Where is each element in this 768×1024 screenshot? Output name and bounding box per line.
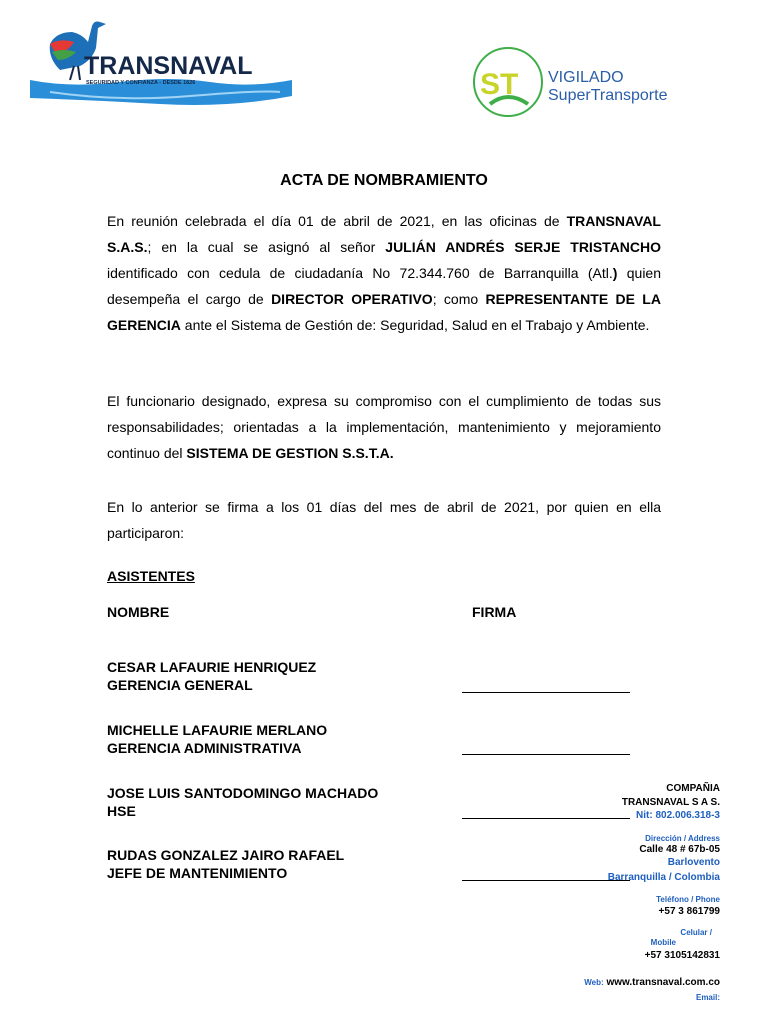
email-label: Email: bbox=[695, 993, 720, 1002]
phone-label: Teléfono / Phone bbox=[656, 895, 720, 904]
company-nit: Nit: 802.006.318-3 bbox=[636, 810, 720, 821]
signature-line bbox=[462, 692, 630, 693]
address-line: Barlovento bbox=[667, 857, 720, 868]
signature-line bbox=[462, 880, 630, 881]
signature-line bbox=[462, 754, 630, 755]
commitment-paragraph: El funcionario designado, expresa su compromiso con el cumplimiento de todas sus responsabilidades; orientadas a la implementación, mantenimiento y mejoramiento continuo del SISTEMA DE GESTION S.S.T.A. bbox=[107, 393, 661, 461]
web-link[interactable]: www.transnaval.com.co bbox=[606, 977, 720, 988]
attendee-entry bbox=[107, 721, 327, 757]
website bbox=[584, 977, 720, 988]
supertransporte-logo bbox=[470, 46, 700, 120]
document-title: ACTA DE NOMBRAMIENTO bbox=[280, 172, 488, 189]
attendee-entry bbox=[107, 846, 344, 882]
phone-value: +57 3 861799 bbox=[658, 906, 720, 917]
company-name: TRANSNAVAL S A S. bbox=[621, 797, 720, 808]
svg-text:VIGILADO: VIGILADO bbox=[548, 69, 624, 86]
mobile-value: +57 3105142831 bbox=[644, 950, 720, 961]
signature-column-header: FIRMA bbox=[472, 604, 517, 620]
mobile-label: Mobile bbox=[650, 938, 676, 947]
address-line: Calle 48 # 67b-05 bbox=[639, 844, 720, 855]
attendee-role: JEFE DE MANTENIMIENTO bbox=[107, 865, 288, 881]
attendee-name: CESAR LAFAURIE HENRIQUEZ bbox=[107, 659, 317, 675]
attendee-role: GERENCIA ADMINISTRATIVA bbox=[107, 740, 302, 756]
attendee-entry bbox=[107, 784, 378, 820]
st-seal-icon bbox=[470, 46, 700, 120]
attendee-role: GERENCIA GENERAL bbox=[107, 677, 253, 693]
attendee-name: RUDAS GONZALEZ JAIRO RAFAEL bbox=[107, 847, 345, 863]
svg-text:TRANSNAVAL: TRANSNAVAL bbox=[84, 52, 253, 80]
svg-text:SuperTransporte: SuperTransporte bbox=[548, 87, 668, 104]
attendee-name: MICHELLE LAFAURIE MERLANO bbox=[107, 722, 328, 738]
appointment-paragraph: En reunión celebrada el día 01 de abril de 2021, en las oficinas de TRANSNAVAL S.A.S.; en la cual se asignó al señor JULIÁN ANDRÉS SERJE TRISTANCHO identificado con cedula de ciudadanía No 72.344.760 de Barranquilla (Atl.) quien desempeña el cargo de DIRECTOR OPERATIVO; como REPRESENTANTE DE LA GERENCIA ante el Sistema de Gestión de: Seguridad, Salud en el Trabajo y Ambiente. bbox=[107, 213, 662, 333]
heron-logo-icon bbox=[30, 18, 292, 110]
address-label: Dirección / Address bbox=[645, 834, 720, 843]
attendee-role: HSE bbox=[107, 803, 136, 819]
name-column-header: NOMBRE bbox=[107, 604, 170, 620]
svg-text:SEGURIDAD Y CONFIANZA - DESDE: SEGURIDAD Y CONFIANZA - DESDE 1826 bbox=[86, 80, 196, 86]
attendee-name: JOSE LUIS SANTODOMINGO MACHADO bbox=[107, 785, 379, 801]
web-label: Web: bbox=[584, 978, 604, 987]
company-label: COMPAÑIA bbox=[666, 783, 720, 794]
signing-paragraph: En lo anterior se firma a los 01 días del mes de abril de 2021, por quien en ella participaron: bbox=[107, 499, 661, 541]
attendee-entry bbox=[107, 658, 316, 694]
signature-line bbox=[462, 818, 630, 819]
address-city: Barranquilla / Colombia bbox=[607, 872, 720, 883]
svg-text:ST: ST bbox=[480, 68, 519, 101]
transnaval-logo bbox=[30, 18, 292, 110]
attendees-heading: ASISTENTES bbox=[107, 568, 195, 584]
mobile-label: Celular / bbox=[680, 928, 712, 937]
